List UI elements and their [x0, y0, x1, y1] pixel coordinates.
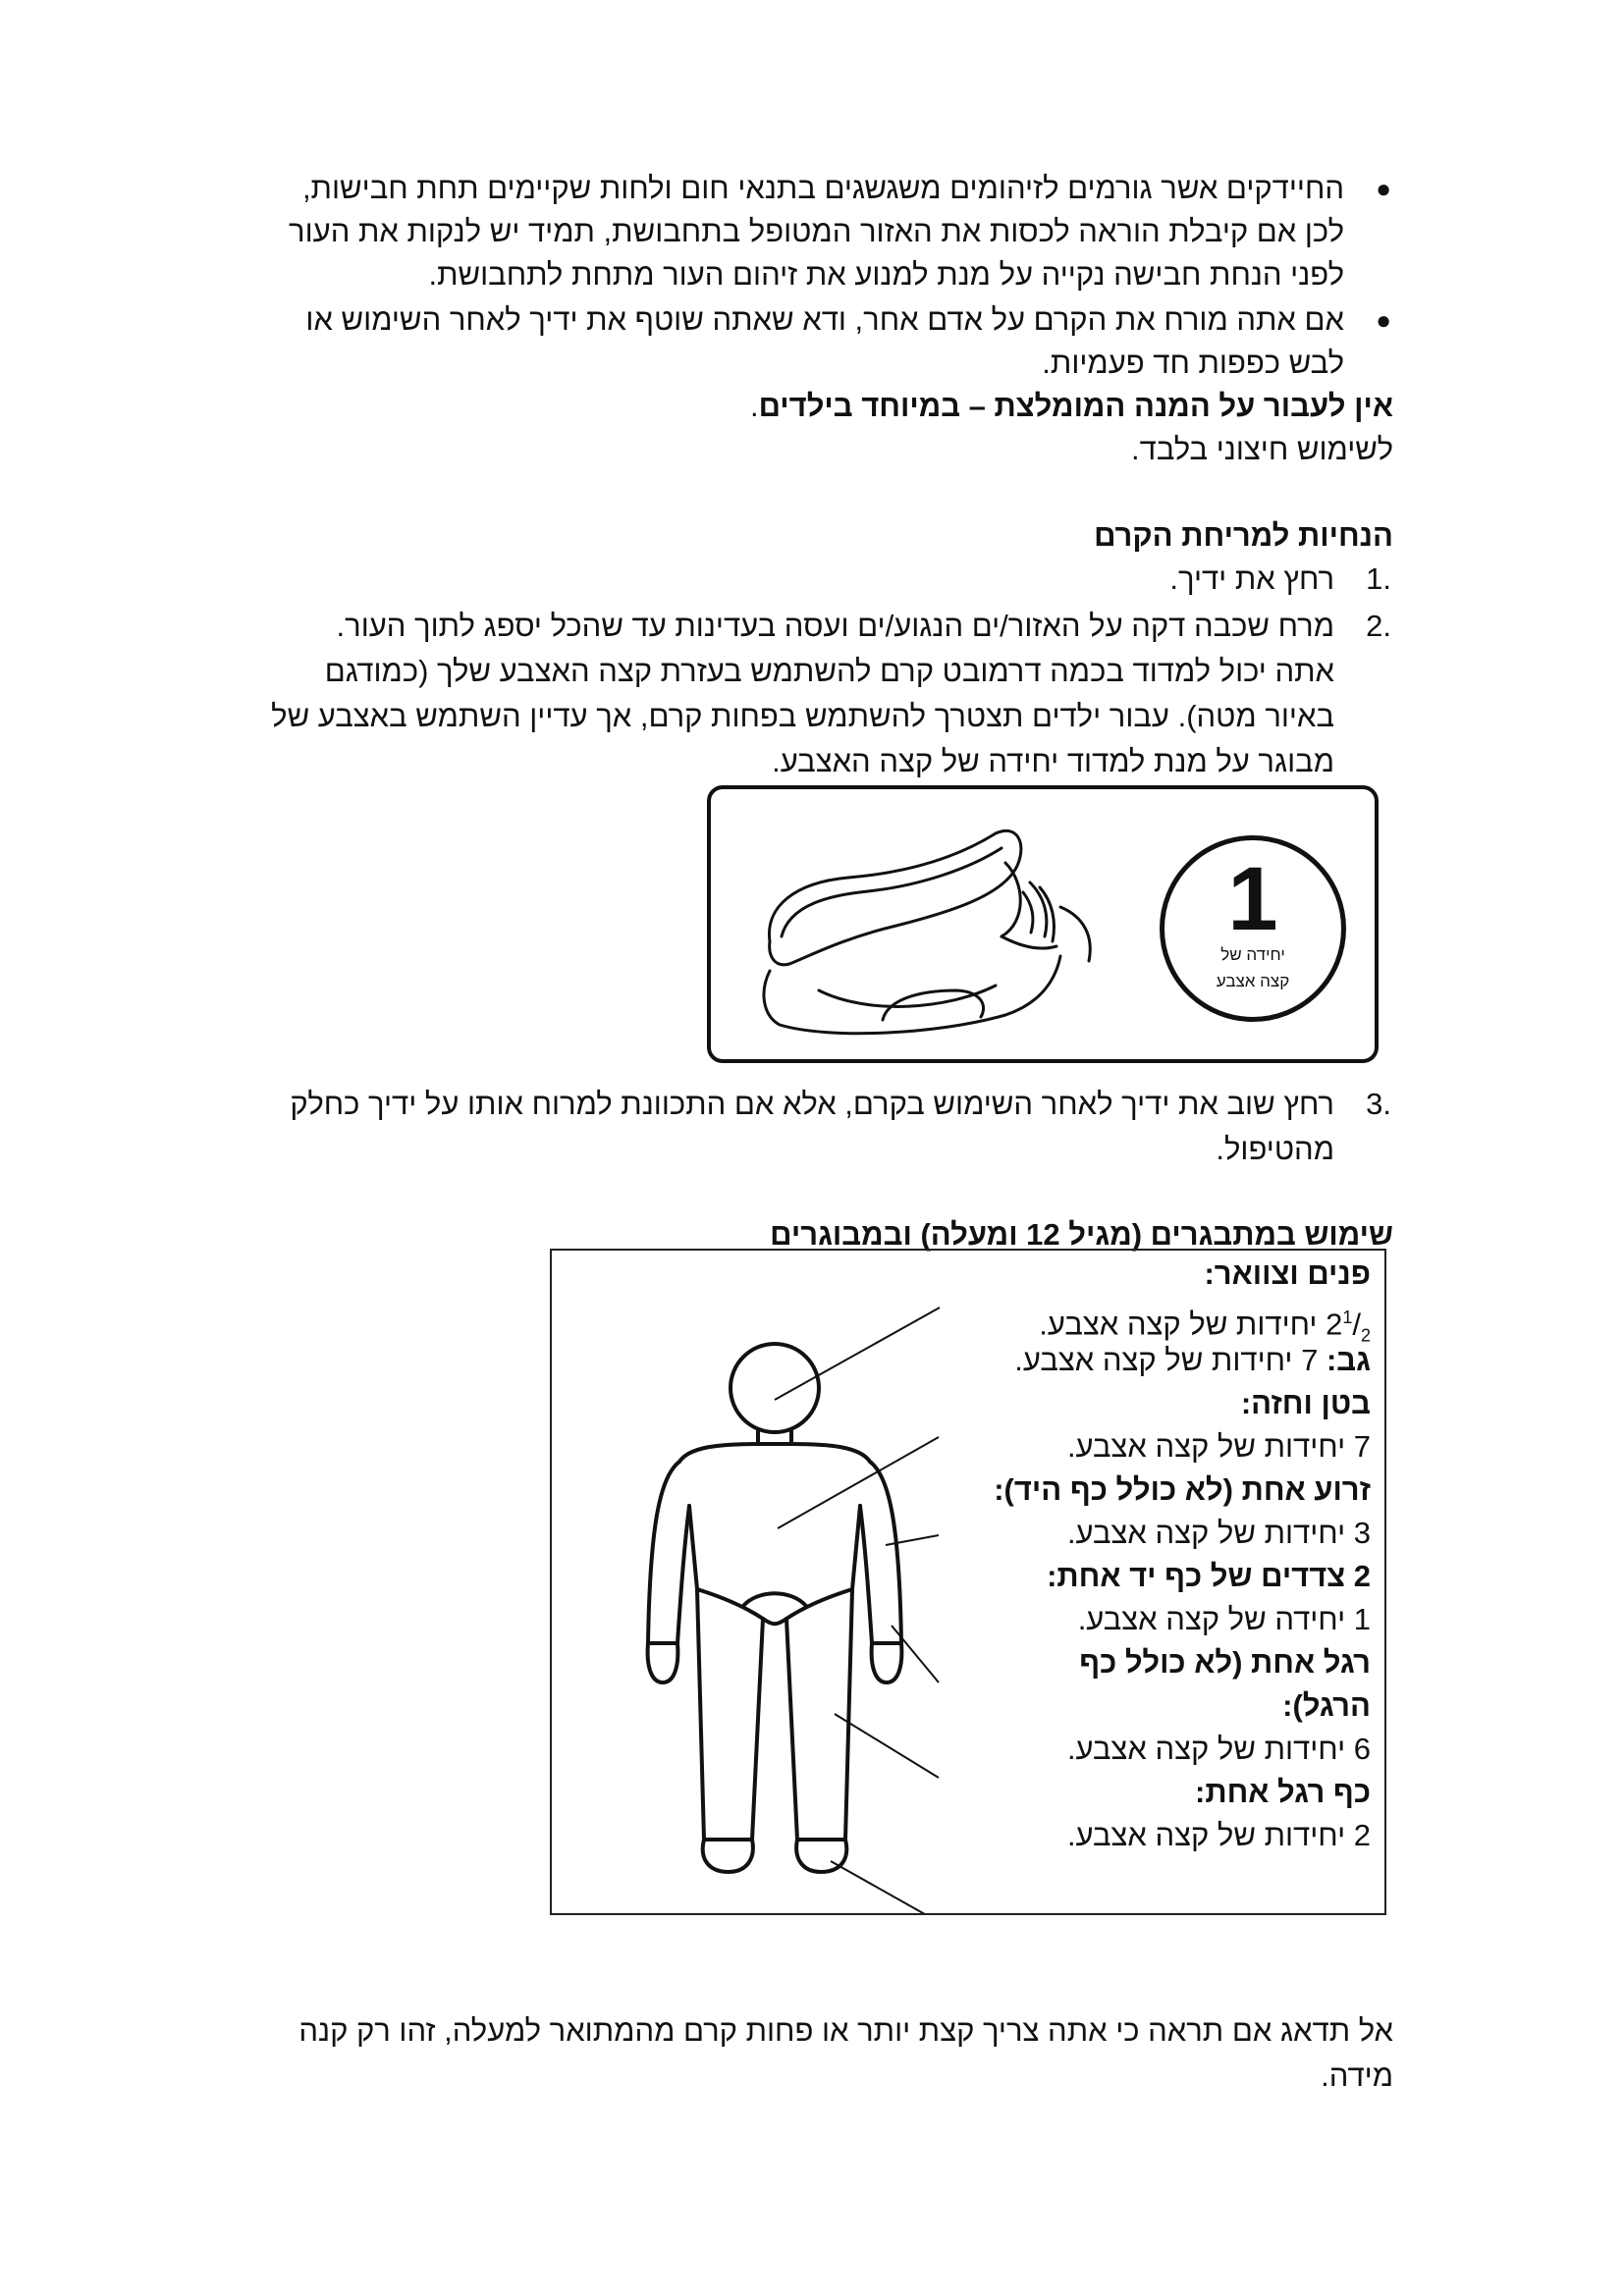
leg-dose: 6 יחידות של קצה אצבע. — [1066, 1732, 1371, 1766]
step-2-line-4: מבוגר על מנת למדוד יחידה של קצה האצבע. — [772, 744, 1334, 778]
fingertip-unit-badge — [1160, 835, 1346, 1022]
bullet-marker: ● — [1376, 174, 1391, 203]
foot-label: כף רגל אחת: — [1195, 1775, 1371, 1809]
arm-dose: 3 יחידות של קצה אצבע. — [1066, 1516, 1371, 1550]
face-neck-numerator: 1 — [1342, 1308, 1353, 1327]
back-label: גב: — [1326, 1343, 1371, 1377]
step-2-number: 2. — [1366, 609, 1391, 643]
bullet-1-line-3: לפני הנחת חבישה נקייה על מנת למנוע את זיהום העור מתחת לתחבושת. — [428, 257, 1344, 292]
leg-label-line-2: הרגל): — [1282, 1688, 1371, 1723]
step-3-number: 3. — [1366, 1087, 1391, 1121]
bullet-2-line-2: לבש כפפות חד פעמיות. — [1042, 346, 1344, 380]
instructions-heading: הנחיות למריחת הקרם — [1094, 518, 1393, 553]
overdose-warning-end: . — [749, 389, 759, 423]
bullet-2-line-1: אם אתה מורח את הקרם על אדם אחר, ודא שאתה שוטף את ידיך לאחר השימוש או — [305, 302, 1344, 337]
unit-number: 1 — [1227, 849, 1278, 949]
step-2-line-2: אתה יכול למדוד בכמה דרמובט קרם להשתמש בעזרת קצה האצבע שלך (כמודגם — [324, 654, 1334, 688]
hand-label: 2 צדדים של כף יד אחת: — [1047, 1559, 1371, 1593]
overdose-warning-bold: אין לעבור על המנה המומלצת – במיוחד בילדים — [758, 389, 1393, 423]
bullet-1-line-2: לכן אם קיבלת הוראה לכסות את האזור המטופל בתחבושת, תמיד יש לנקות את העור — [289, 214, 1344, 248]
step-3-line-2: מהטיפול. — [1216, 1132, 1334, 1166]
unit-label-line-1: יחידה של — [1220, 945, 1285, 964]
body-dosage-chart — [550, 1249, 1386, 1915]
chest-abdomen-label: בטן וחזה: — [1240, 1386, 1371, 1420]
face-neck-unit: יחידות של קצה אצבע. — [1039, 1307, 1326, 1342]
face-neck-denominator: 2 — [1360, 1325, 1371, 1346]
unit-label-line-2: קצה אצבע — [1216, 972, 1290, 990]
face-neck-whole: 2 — [1326, 1307, 1343, 1342]
adults-section-heading: שימוש במתבגרים (מגיל 12 ומעלה) ובמבוגרים — [770, 1217, 1393, 1252]
face-neck-label: פנים וצוואר: — [1204, 1256, 1371, 1291]
foot-dose: 2 יחידות של קצה אצבע. — [1066, 1818, 1371, 1852]
closing-line-1: אל תדאג אם תראה כי אתה צריך קצת יותר או פחות קרם מהמתואר למעלה, זהו רק קנה — [298, 2013, 1393, 2048]
arm-label: זרוע אחת (לא כולל כף היד): — [994, 1472, 1371, 1507]
step-2-line-1: מרח שכבה דקה על האזור/ים הנגוע/ים ועסה בעדינות עד שהכל יספג לתוך העור. — [336, 609, 1334, 643]
step-2-line-3: באיור מטה). עבור ילדים תצטרך להשתמש בפחות קרם, אך עדיין השתמש באצבע של — [271, 699, 1334, 733]
hand-dose: 1 יחידה של קצה אצבע. — [1077, 1602, 1371, 1636]
leg-label-line-1: רגל אחת (לא כולל כף — [1079, 1645, 1371, 1680]
face-neck-fraction: $2^1/_2$ — [1326, 1307, 1371, 1346]
bullet-marker: ● — [1376, 305, 1391, 335]
back-dose — [1014, 1339, 1371, 1382]
step-1-number: 1. — [1366, 561, 1391, 596]
chest-abdomen-dose: 7 יחידות של קצה אצבע. — [1066, 1429, 1371, 1464]
closing-line-2: מידה. — [1321, 2058, 1393, 2093]
external-use-notice: לשימוש חיצוני בלבד. — [1131, 432, 1393, 466]
step-3-line-1: רחץ שוב את ידיך לאחר השימוש בקרם, אלא אם התכוונת למרוח אותו על ידיך כחלק — [290, 1087, 1334, 1121]
fingertip-unit-illustration — [707, 785, 1379, 1063]
step-1-text: רחץ את ידיך. — [1169, 561, 1334, 596]
overdose-warning — [750, 385, 1393, 428]
back-value: 7 יחידות של קצה אצבע. — [1014, 1343, 1326, 1377]
bullet-1-line-1: החיידקים אשר גורמים לזיהומים משגשגים בתנאי חום ולחות שקיימים תחת חבישות, — [301, 171, 1344, 205]
